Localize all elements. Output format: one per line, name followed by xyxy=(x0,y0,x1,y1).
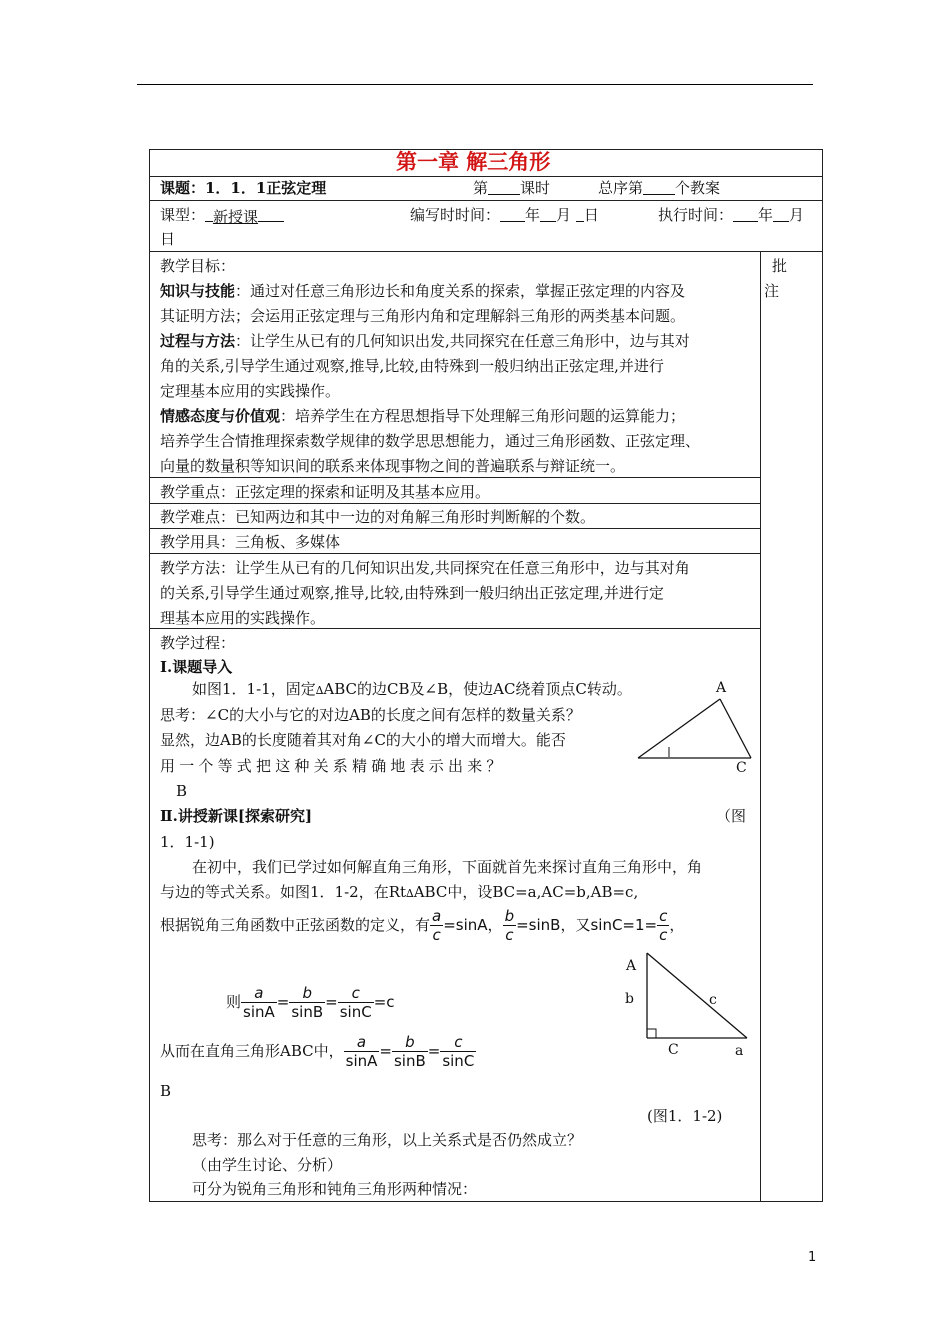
figure-ref: （图 xyxy=(716,807,747,825)
teaching-difficulty: 教学难点：已知两边和其中一边的对角解三角形时判断解的个数。 xyxy=(160,508,596,526)
fig1-vertex-c: C xyxy=(736,760,747,776)
goals-emotion-2: 培养学生合情推理探索数学规律的数学思思想能力，通过三角形函数、正弦定理、 xyxy=(160,432,701,450)
fig2-vertex-c: C xyxy=(668,1042,679,1058)
row-divider xyxy=(149,503,760,504)
teaching-focus: 教学重点：正弦定理的探索和证明及其基本应用。 xyxy=(160,483,491,501)
stray-label: B xyxy=(160,1082,172,1100)
row-divider xyxy=(149,477,760,478)
row-divider xyxy=(149,176,823,177)
goals-heading: 教学目标： xyxy=(160,257,236,275)
figure-1-2 xyxy=(640,950,752,1042)
row-divider xyxy=(149,553,760,554)
process-paragraph: （由学生讨论、分析） xyxy=(192,1156,343,1174)
lesson-type: 课型： 新授课 xyxy=(160,205,284,225)
page-number: 1 xyxy=(808,1250,817,1265)
write-time: 编写时时间： 年 月 日 xyxy=(410,206,599,224)
goals-process-2: 角的关系,引导学生通过观察,推导,比较,由特殊到一般归纳出正弦定理,并进行 xyxy=(160,357,664,375)
triangle-icon: ∆ xyxy=(315,684,324,697)
fraction-c-over-c: $\frac{c}{c}$ xyxy=(659,907,668,944)
fraction-a-over-sinA: $\frac{a}{\sin A}$ xyxy=(243,984,275,1021)
fraction-a-over-c: $\frac{a}{c}$ xyxy=(432,907,442,944)
fig1-vertex-a: A xyxy=(716,680,727,696)
header-rule xyxy=(137,84,813,85)
page-title: 第一章 解三角形 xyxy=(396,150,551,174)
execute-time-day: 日 xyxy=(160,230,176,248)
fraction-b-over-sinB: $\frac{b}{\sin B}$ xyxy=(393,1033,426,1070)
row-divider xyxy=(149,628,760,629)
fraction-b-over-sinB: $\frac{b}{\sin B}$ xyxy=(291,984,324,1021)
goals-process: 过程与方法：让学生从已有的几何知识出发,共同探究在任意三角形中，边与其对 xyxy=(160,332,690,350)
fig1-side-ac xyxy=(720,699,751,758)
process-paragraph: 思考：∠C的大小与它的对边AB的长度之间有怎样的数量关系？ xyxy=(160,706,581,724)
lesson-order: 总序第 个教案 xyxy=(598,179,721,197)
goals-knowledge-2: 其证明方法；会运用正弦定理与三角形内角和定理解斜三角形的两类基本问题。 xyxy=(160,307,686,325)
section-new-lesson: Ⅱ.讲授新课[探索研究] xyxy=(160,807,313,825)
fraction-c-over-sinC: $\frac{c}{\sin C}$ xyxy=(339,984,372,1021)
process-paragraph: 思考：那么对于任意的三角形，以上关系式是否仍然成立？ xyxy=(192,1131,583,1149)
process-paragraph: 如图1．1-1，固定∆ABC的边CB及∠B，使边AC绕着顶点C转动。 xyxy=(192,680,632,698)
lesson-number: 第 课时 xyxy=(473,179,551,197)
annotation-label-pi: 批 xyxy=(772,257,788,275)
fraction-c-over-sinC: $\frac{c}{\sin C}$ xyxy=(442,1033,475,1070)
sine-definition: 根据锐角三角函数中正弦函数的定义，有 $\frac{a}{c}$ =sinA， $\frac{b}{c}$ =sinB，又sinC=1= $\frac{c}{c}$ ， xyxy=(160,907,685,944)
teaching-method-2: 的关系,引导学生通过观察,推导,比较,由特殊到一般归纳出正弦定理,并进行定 xyxy=(160,584,664,602)
lesson-topic: 课题：1．1．1正弦定理 xyxy=(160,179,327,197)
fig1-side-ba xyxy=(638,699,720,758)
fig2-vertex-a: A xyxy=(626,958,637,974)
figure-1-1 xyxy=(634,695,758,765)
goals-process-3: 定理基本应用的实践操作。 xyxy=(160,382,341,400)
fig2-side-a-label: a xyxy=(735,1043,744,1059)
process-paragraph: 可分为锐角三角形和钝角三角形两种情况： xyxy=(192,1180,478,1198)
annotation-label-zhu: 注 xyxy=(764,282,780,300)
goals-knowledge: 知识与技能：通过对任意三角形边长和角度关系的探索，掌握正弦定理的内容及 xyxy=(160,282,686,300)
fig2-side-b-label: b xyxy=(625,991,634,1007)
angle-icon: ∠ xyxy=(205,706,218,724)
goals-emotion-3: 向量的数量积等知识间的联系来体现事物之间的普遍联系与辩证统一。 xyxy=(160,457,626,475)
angle-icon: ∠ xyxy=(361,731,375,749)
figure-ref-2: 1．1-1) xyxy=(160,833,215,851)
process-paragraph: 显然，边AB的长度随着其对角∠C的大小的增大而增大。能否 xyxy=(160,731,566,749)
process-paragraph: 在初中，我们已学过如何解直角三角形，下面就首先来探讨直角三角形中，角 xyxy=(192,858,703,876)
figure-caption: (图1．1-2) xyxy=(647,1107,723,1125)
fig2-right-angle-mark xyxy=(647,1029,656,1038)
section-intro: Ⅰ.课题导入 xyxy=(160,658,233,676)
angle-icon: ∠ xyxy=(424,680,438,698)
row-divider xyxy=(149,200,823,201)
teaching-method: 教学方法：让学生从已有的几何知识出发,共同探究在任意三角形中，边与其对角 xyxy=(160,559,690,577)
right-triangle-conclusion: 从而在直角三角形ABC中， $\frac{a}{\sin A}$ = $\frac{b}{\sin B}$ = $\frac{c}{\sin C}$ xyxy=(160,1033,475,1070)
goals-emotion: 情感态度与价值观：培养学生在方程思想指导下处理解三角形问题的运算能力； xyxy=(160,407,686,425)
teaching-tools: 教学用具：三角板、多媒体 xyxy=(160,533,341,551)
process-paragraph: 与边的等式关系。如图1．1-2，在Rt∆ABC中，设BC=a,AC=b,AB=c, xyxy=(160,883,639,901)
teaching-method-3: 理基本应用的实践操作。 xyxy=(160,609,326,627)
stray-label: B xyxy=(176,782,188,800)
column-divider xyxy=(760,251,761,1202)
triangle-icon: ∆ xyxy=(406,887,414,900)
fraction-a-over-sinA: $\frac{a}{\sin A}$ xyxy=(345,1033,378,1070)
fig2-side-c xyxy=(647,953,747,1038)
fraction-b-over-c: $\frac{b}{c}$ xyxy=(504,907,515,944)
execute-time: 执行时间： 年 月 xyxy=(658,206,805,224)
process-heading: 教学过程： xyxy=(160,634,236,652)
fig2-side-c-label: c xyxy=(709,992,717,1008)
sine-ratio-equation: 则 $\frac{a}{\sin A}$ = $\frac{b}{\sin B}$ = $\frac{c}{\sin C}$ =c xyxy=(226,984,395,1021)
row-divider xyxy=(149,251,823,252)
row-divider xyxy=(149,528,760,529)
process-paragraph: 用一个等式把这种关系精确地表示出来？ xyxy=(160,757,506,775)
